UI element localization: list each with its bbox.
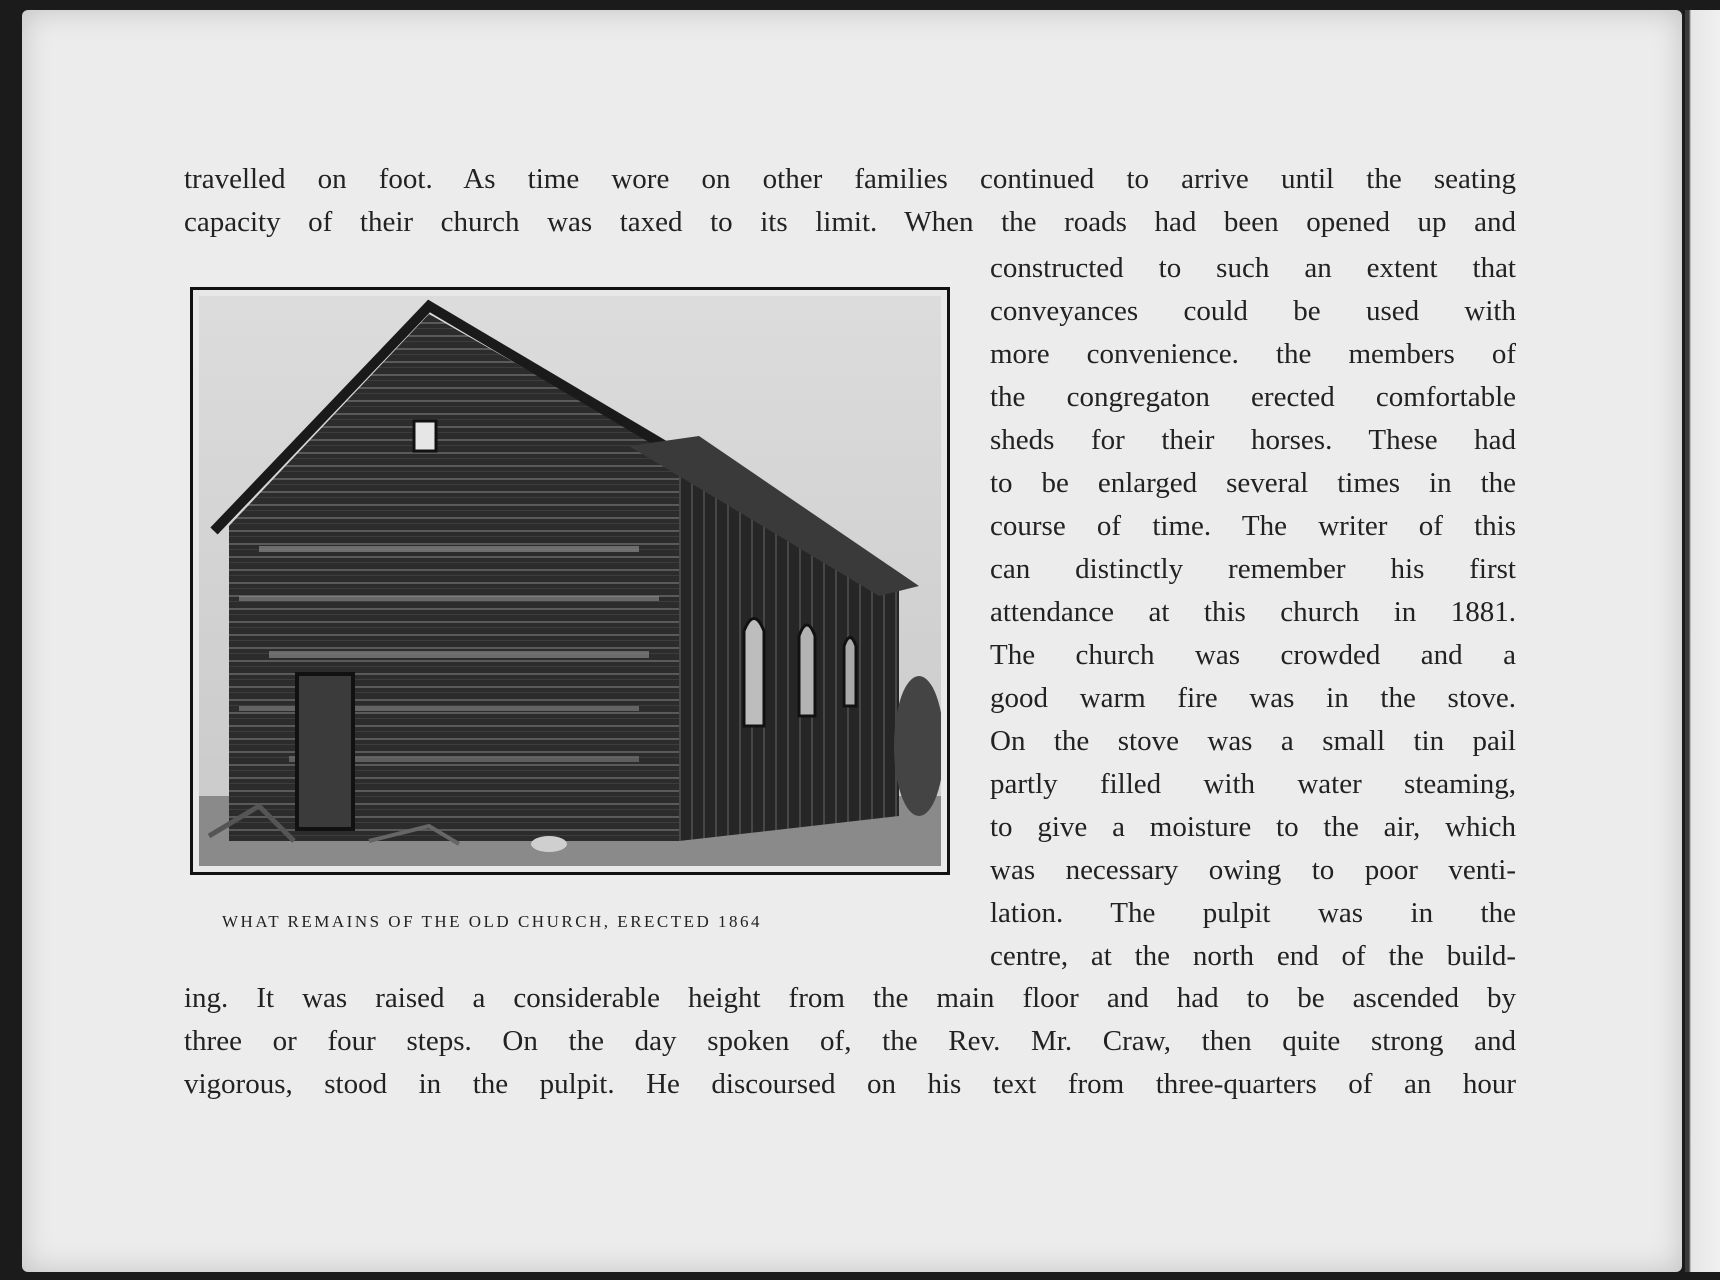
- text-line: The church was crowded and a: [990, 639, 1516, 671]
- figure-caption: WHAT REMAINS OF THE OLD CHURCH, ERECTED 1864: [222, 912, 763, 931]
- church-photo-illustration: [199, 296, 941, 866]
- text-line: can distinctly remember his first: [990, 553, 1516, 585]
- text-line: lation. The pulpit was in the: [990, 897, 1516, 929]
- text-line: ing. It was raised a considerable height from the main floor and had to be ascended by: [184, 982, 1516, 1014]
- text-line: partly filled with water steaming,: [990, 768, 1516, 800]
- text-line: constructed to such an extent that: [990, 252, 1516, 284]
- text-line: more convenience. the members of: [990, 338, 1516, 370]
- text-line: vigorous, stood in the pulpit. He discoursed on his text from three-quarters of an hour: [184, 1068, 1516, 1100]
- text-line: the congregaton erected comfortable: [990, 381, 1516, 413]
- text-line: attendance at this church in 1881.: [990, 596, 1516, 628]
- adjacent-page-edge: [1685, 10, 1720, 1272]
- text-line: centre, at the north end of the build-: [990, 940, 1516, 972]
- text-line: On the stove was a small tin pail: [990, 725, 1516, 757]
- text-line: capacity of their church was taxed to its limit. When the roads had been opened up and: [184, 206, 1516, 238]
- church-photograph: [190, 287, 950, 875]
- text-line: to give a moisture to the air, which: [990, 811, 1516, 843]
- text-line: sheds for their horses. These had: [990, 424, 1516, 456]
- text-line: three or four steps. On the day spoken of, the Rev. Mr. Craw, then quite strong and: [184, 1025, 1516, 1057]
- text-line: course of time. The writer of this: [990, 510, 1516, 542]
- text-line: to be enlarged several times in the: [990, 467, 1516, 499]
- text-line: conveyances could be used with: [990, 295, 1516, 327]
- text-line: good warm fire was in the stove.: [990, 682, 1516, 714]
- text-line: travelled on foot. As time wore on other families continued to arrive until the seating: [184, 163, 1516, 195]
- text-line: was necessary owing to poor venti-: [990, 854, 1516, 886]
